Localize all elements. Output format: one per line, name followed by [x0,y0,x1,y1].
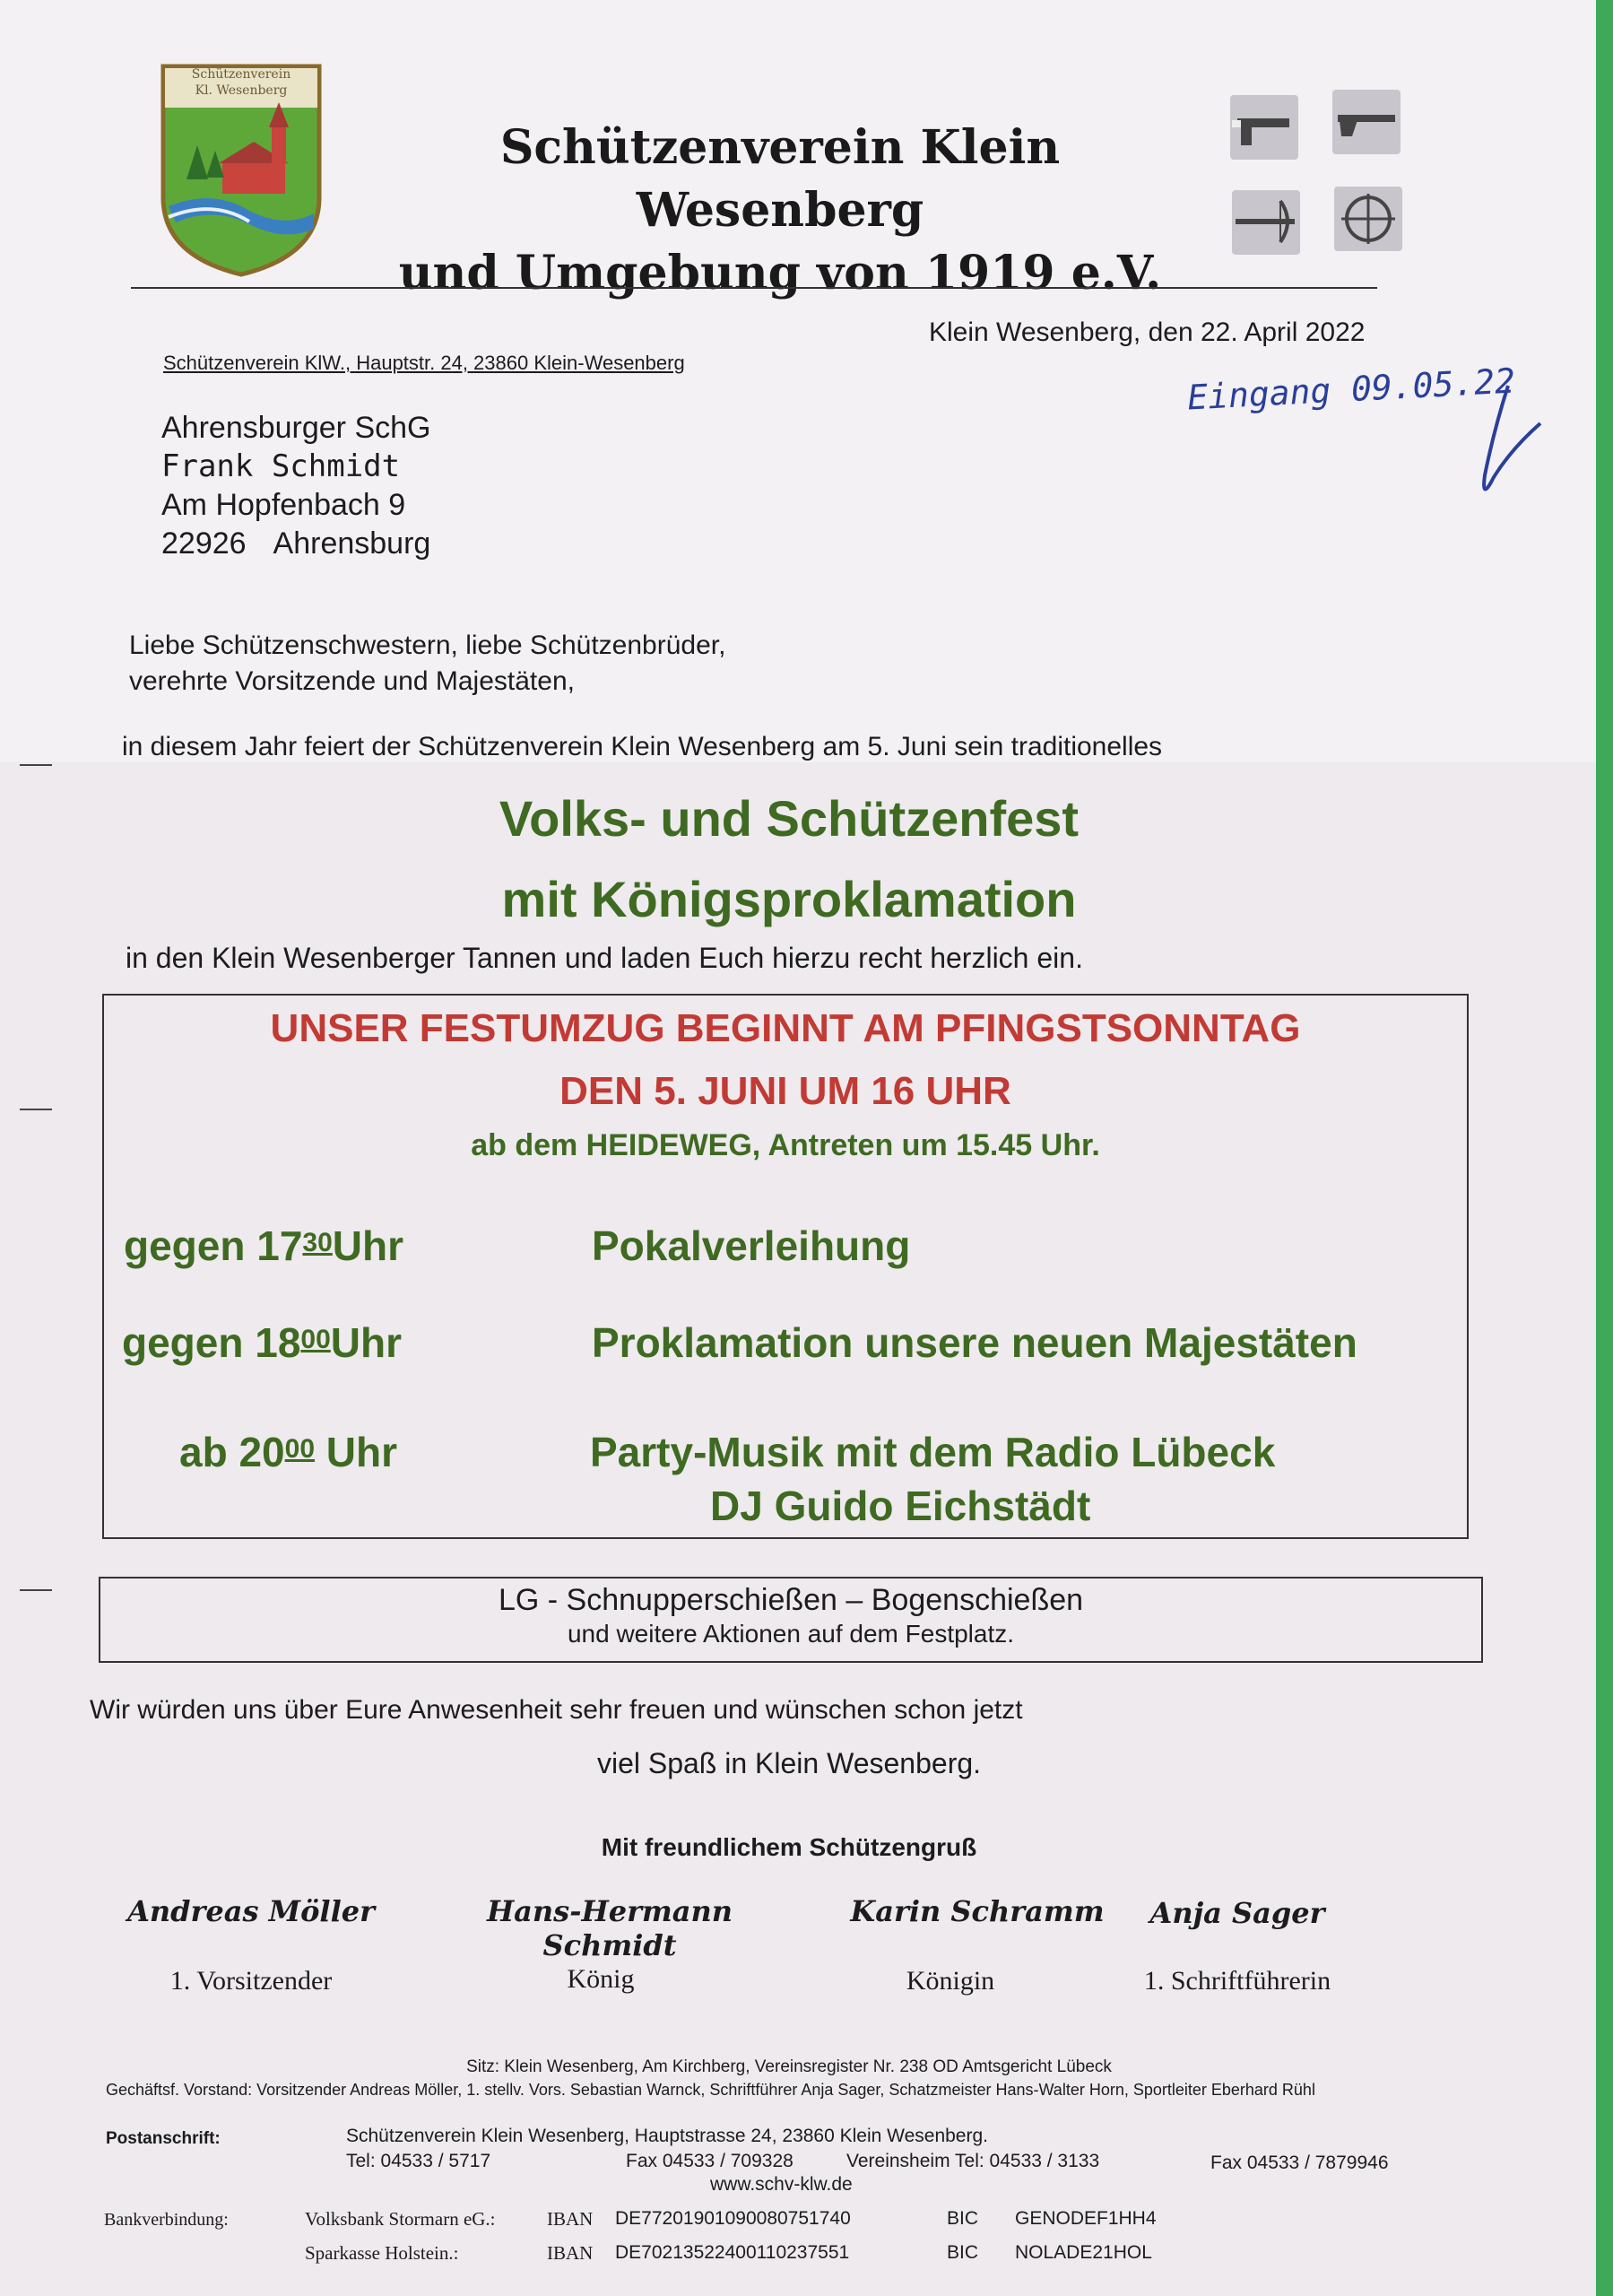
meeting-point: ab dem HEIDEWEG, Antreten um 15.45 Uhr. [471,1128,1100,1162]
program-event: Proklamation unsere neuen Majestäten [592,1319,1357,1366]
fax: Fax 04533 / 709328 [626,2151,793,2171]
greeting [129,628,725,700]
dj-name: DJ Guido Eichstädt [710,1483,1091,1529]
footer-board: Gechäftsf. Vorstand: Vorsitzender Andreas Möller, 1. stellv. Vors. Sebastian Warnck, Schriftführer Anja Sager, Schatzmeister Hans-Walter Horn, Sportleiter Eberhard Rühl [106,2081,1315,2099]
bank-name: Volksbank Stormarn eG.: [305,2208,496,2230]
program-time-prefix: gegen 18 [122,1319,301,1366]
program-event: Party-Musik mit dem Radio Lübeck [590,1429,1276,1475]
signature: Andreas Möller [127,1894,375,1928]
program-time-suffix: Uhr [315,1429,398,1475]
program-time [179,1428,397,1476]
event-title [269,778,1309,940]
program-time [122,1318,402,1367]
greeting-line1: Liebe Schützenschwestern, liebe Schützenbrüder, [129,631,726,660]
postal-label: Postanschrift: [106,2129,221,2148]
parade-headline-line1: UNSER FESTUMZUG BEGINNT AM PFINGSTSONNTAG [270,1006,1301,1050]
iban-label: IBAN [547,2208,594,2230]
closing-wish: Wir würden uns über Eure Anwesenheit sehr freuen und wünschen schon jetzt [90,1695,1023,1725]
event-title-line1: Volks- und Schützenfest [499,790,1080,847]
signature-role: 1. Vorsitzender [169,1966,333,1996]
bic: NOLADE21HOL [1015,2242,1152,2263]
signature: Anja Sager [1149,1896,1325,1930]
activities-text [99,1580,1483,1648]
fold-mark [20,764,52,766]
iban-label: IBAN [547,2242,594,2264]
program-time-prefix: gegen 17 [124,1222,303,1269]
program-time [124,1222,403,1270]
bic-label: BIC [947,2242,979,2263]
crest-text [165,66,317,99]
recipient-address [161,409,431,563]
crossbow-icon [1232,190,1300,255]
crest-text-line1: Schützenverein [191,67,291,82]
iban: DE77201901090080751740 [615,2208,851,2229]
signature-role: 1. Schriftführerin [1143,1966,1331,1996]
postal-address: Schützenverein Klein Wesenberg, Hauptstrasse 24, 23860 Klein Wesenberg. [346,2126,988,2146]
received-note: Eingang 09.05.22 [1186,361,1516,418]
program-time-suffix: Uhr [330,1319,403,1366]
recipient-org: Ahrensburger SchG [161,411,431,445]
bic: GENODEF1HH4 [1015,2208,1157,2229]
pistol-icon [1230,95,1298,160]
rifle-icon [1332,90,1401,154]
recipient-city: Ahrensburg [273,526,431,561]
greeting-line2: verehrte Vorsitzende und Majestäten, [129,666,575,696]
invitation-text: in den Klein Wesenberger Tannen und laden Euch hierzu recht herzlich ein. [126,942,1083,974]
club-name-line2: und Umgebung von 1919 e.V. [398,246,1162,300]
footer-seat: Sitz: Klein Wesenberg, Am Kirchberg, Vereinsregister Nr. 238 OD Amtsgericht Lübeck [466,2057,1112,2076]
closing-wish-line2: viel Spaß in Klein Wesenberg. [596,1747,982,1779]
signature: Hans-Hermann Schmidt [486,1894,733,1962]
recipient-city-line [161,525,431,563]
bank-label: Bankverbindung: [104,2210,229,2230]
program-time-minutes: 00 [300,1325,331,1354]
program-time-minutes: 30 [302,1228,333,1257]
received-initials [1458,377,1548,516]
program-time-prefix: ab 20 [179,1429,285,1475]
program-time-suffix: Uhr [332,1222,404,1269]
club-name-line1: Schützenverein Klein Wesenberg [499,120,1061,238]
activities-line2: und weitere Aktionen auf dem Festplatz. [567,1620,1015,1648]
fold-mark [20,1109,52,1110]
fold-mark [20,1589,52,1591]
bank-name: Sparkasse Holstein.: [305,2242,459,2264]
phone: Tel: 04533 / 5717 [346,2151,491,2171]
iban: DE70213522400110237551 [615,2242,850,2263]
signature: Karin Schramm [850,1894,1105,1928]
recipient-zip: 22926 [161,526,247,561]
bic-label: BIC [947,2208,979,2229]
parade-headline-line2: DEN 5. JUNI UM 16 UHR [559,1069,1011,1113]
salutation: Mit freundlichem Schützengruß [601,1833,977,1861]
signature-role: Königin [906,1966,995,1996]
clubhouse-fax: Fax 04533 / 7879946 [1210,2152,1389,2173]
intro-text: in diesem Jahr feiert der Schützenverein Klein Wesenberg am 5. Juni sein traditionelles [122,732,1163,761]
program-event: Pokalverleihung [592,1222,911,1269]
signature-role: König [567,1964,635,1994]
program-time-minutes: 00 [284,1434,316,1464]
bow-target-icon [1334,187,1402,251]
recipient-name: Frank Schmidt [161,448,401,484]
activities-line1: LG - Schnupperschießen – Bogenschießen [498,1583,1084,1617]
clubhouse-phone: Vereinsheim Tel: 04533 / 3133 [846,2151,1100,2171]
club-name [359,117,1201,305]
crest-text-line2: Kl. Wesenberg [195,83,288,98]
parade-headline [102,997,1469,1123]
header-rule [131,287,1377,289]
sender-line: Schützenverein KlW., Hauptstr. 24, 23860 Klein-Wesenberg [163,352,685,374]
recipient-street: Am Hopfenbach 9 [161,488,406,522]
letter-date: Klein Wesenberg, den 22. April 2022 [929,317,1366,347]
event-title-line2: mit Königsproklamation [501,871,1077,927]
website[interactable]: www.schv-klw.de [710,2174,853,2195]
